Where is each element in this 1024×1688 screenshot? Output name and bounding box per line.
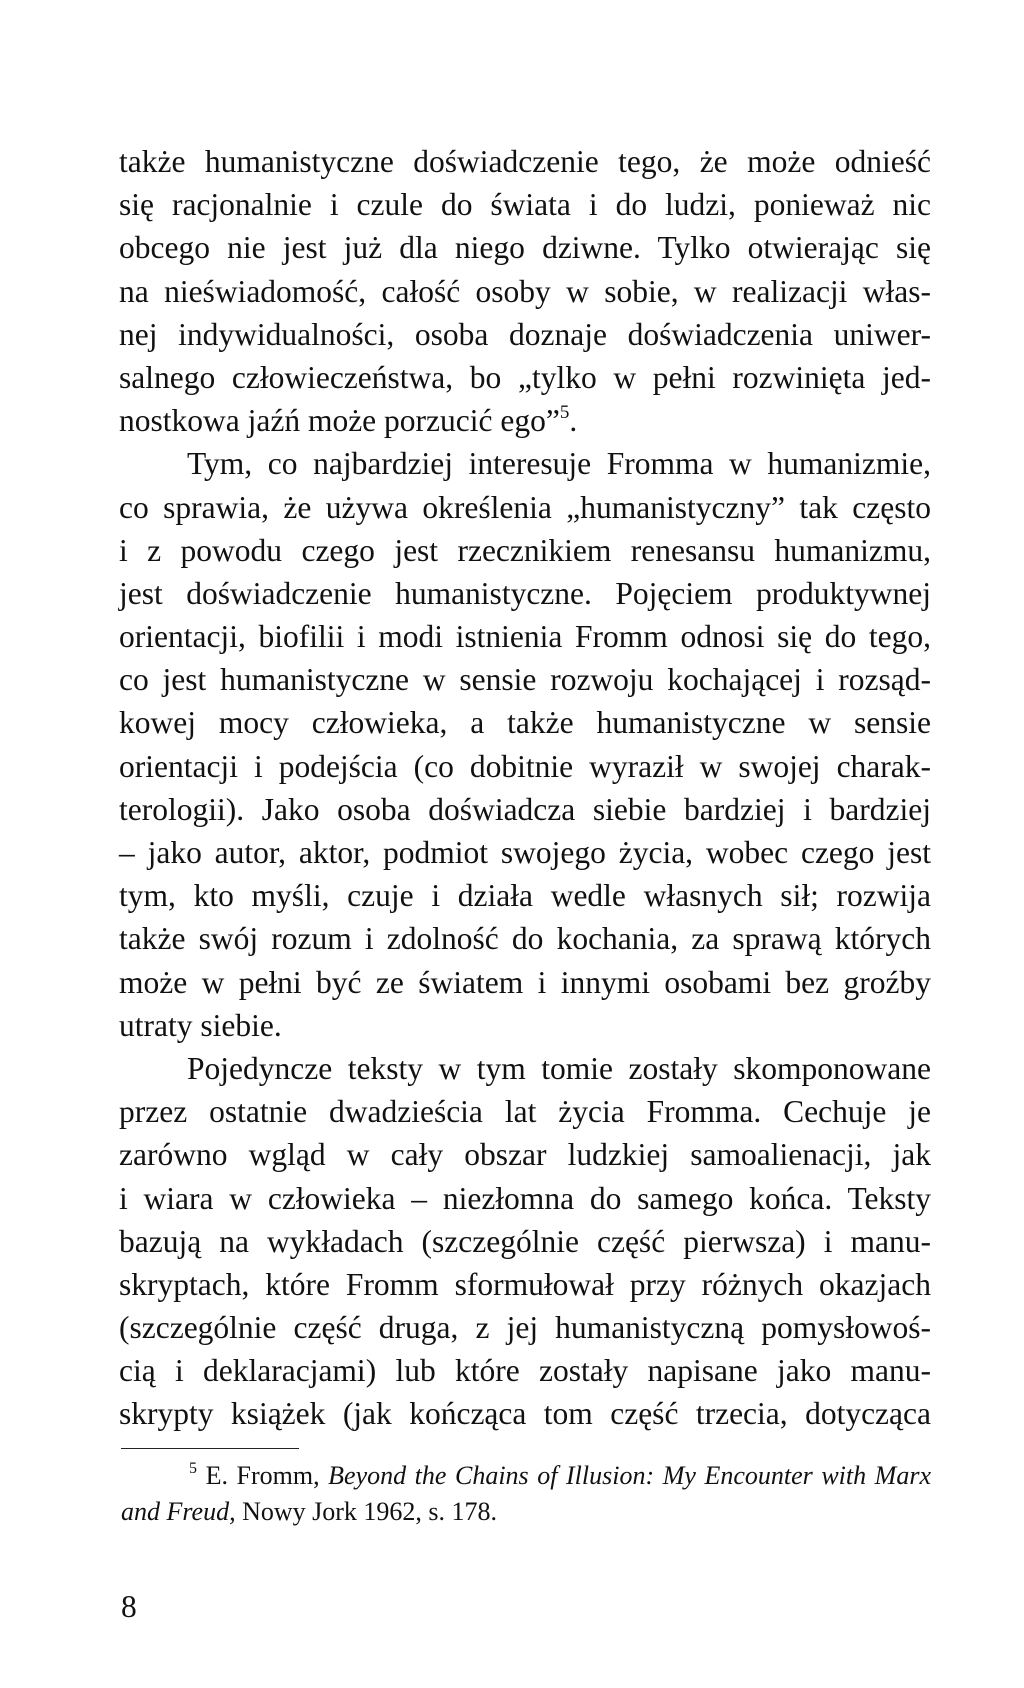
- text-line: obcego nie jest już dla niego dziwne. Tylko otwierając się: [119, 230, 931, 266]
- text-line: – jako autor, aktor, podmiot swojego życia, wobec czego jest: [119, 835, 931, 870]
- text-line: kowej mocy człowieka, a także humanistyczne w sensie: [119, 705, 931, 741]
- footnote-reference: 5: [559, 402, 570, 424]
- footnote-divider: [121, 1448, 299, 1449]
- text-line: terologii). Jako osoba doświadcza siebie bardziej i bardziej: [119, 791, 931, 827]
- text-line: orientacji i podejścia (co dobitnie wyraził w swojej charak-: [119, 748, 931, 784]
- page-number: 8: [121, 1589, 137, 1624]
- footnote-author: E. Fromm,: [205, 1461, 320, 1490]
- text-line: także humanistyczne doświadczenie tego, że może odnieść: [119, 144, 931, 179]
- text-line: przez ostatnie dwadzieścia lat życia Fromma. Cechuje je: [119, 1094, 931, 1130]
- paragraph-first-line: Pojedyncze teksty w tym tomie zostały skomponowane: [187, 1050, 931, 1086]
- text-line: salnego człowieczeństwa, bo „tylko w pełni rozwinięta jed-: [119, 359, 931, 395]
- footnote-title-continued: and Freud,: [121, 1497, 236, 1526]
- text-line: [119, 399, 931, 442]
- footnote-line: [121, 1458, 931, 1494]
- footnote: [121, 1458, 931, 1530]
- footnote-publication: Nowy Jork 1962, s. 178.: [235, 1497, 498, 1526]
- text-line: skrypty książek (jak kończąca tom część trzecia, dotycząca: [119, 1396, 931, 1432]
- footnote-reference-period: .: [569, 403, 578, 439]
- text-line: na nieświadomość, całość osoby w sobie, w realizacji włas-: [119, 273, 931, 309]
- text-line: (szczególnie część druga, z jej humanistyczną pomysłowoś-: [119, 1310, 931, 1346]
- text-line: cią i deklaracjami) lub które zostały napisane jako manu-: [119, 1353, 931, 1389]
- paragraph-first-line: Tym, co najbardziej interesuje Fromma w humanizmie,: [187, 446, 931, 482]
- text-line: i wiara w człowieka – niezłomna do samego końca. Teksty: [119, 1180, 931, 1216]
- text-line: się racjonalnie i czule do świata i do ludzi, ponieważ nic: [119, 187, 931, 223]
- body-text: [119, 140, 931, 1436]
- text-line: może w pełni być ze światem i innymi osobami bez groźby: [119, 964, 931, 1000]
- text-line: jest doświadczenie humanistyczne. Pojęciem produktywnej: [119, 575, 931, 611]
- text-line: bazują na wykładach (szczególnie część pierwsza) i manu-: [119, 1223, 931, 1259]
- text-line-content: nostkowa jaźń może porzucić ego”: [119, 403, 560, 439]
- footnote-marker: 5: [189, 1460, 197, 1477]
- text-line: nej indywidualności, osoba doznaje doświadczenia uniwer-: [119, 316, 931, 352]
- text-line: zarówno wgląd w cały obszar ludzkiej samoalienacji, jak: [119, 1137, 931, 1173]
- footnote-title: Beyond the Chains of Illusion: My Encounter with Marx: [328, 1461, 931, 1490]
- text-line: utraty siebie.: [119, 1007, 282, 1043]
- text-line: skryptach, które Fromm sformułował przy różnych okazjach: [119, 1266, 931, 1302]
- text-line: co sprawia, że używa określenia „humanistyczny” tak często: [119, 489, 931, 525]
- footnote-line: [121, 1494, 931, 1530]
- text-line: także swój rozum i zdolność do kochania, za sprawą których: [119, 921, 931, 957]
- text-line: co jest humanistyczne w sensie rozwoju kochającej i rozsąd-: [119, 662, 931, 698]
- text-line: i z powodu czego jest rzecznikiem renesansu humanizmu,: [119, 532, 931, 568]
- text-line: orientacji, biofilii i modi istnienia Fromm odnosi się do tego,: [119, 619, 931, 655]
- text-line: tym, kto myśli, czuje i działa wedle własnych sił; rozwija: [119, 878, 931, 914]
